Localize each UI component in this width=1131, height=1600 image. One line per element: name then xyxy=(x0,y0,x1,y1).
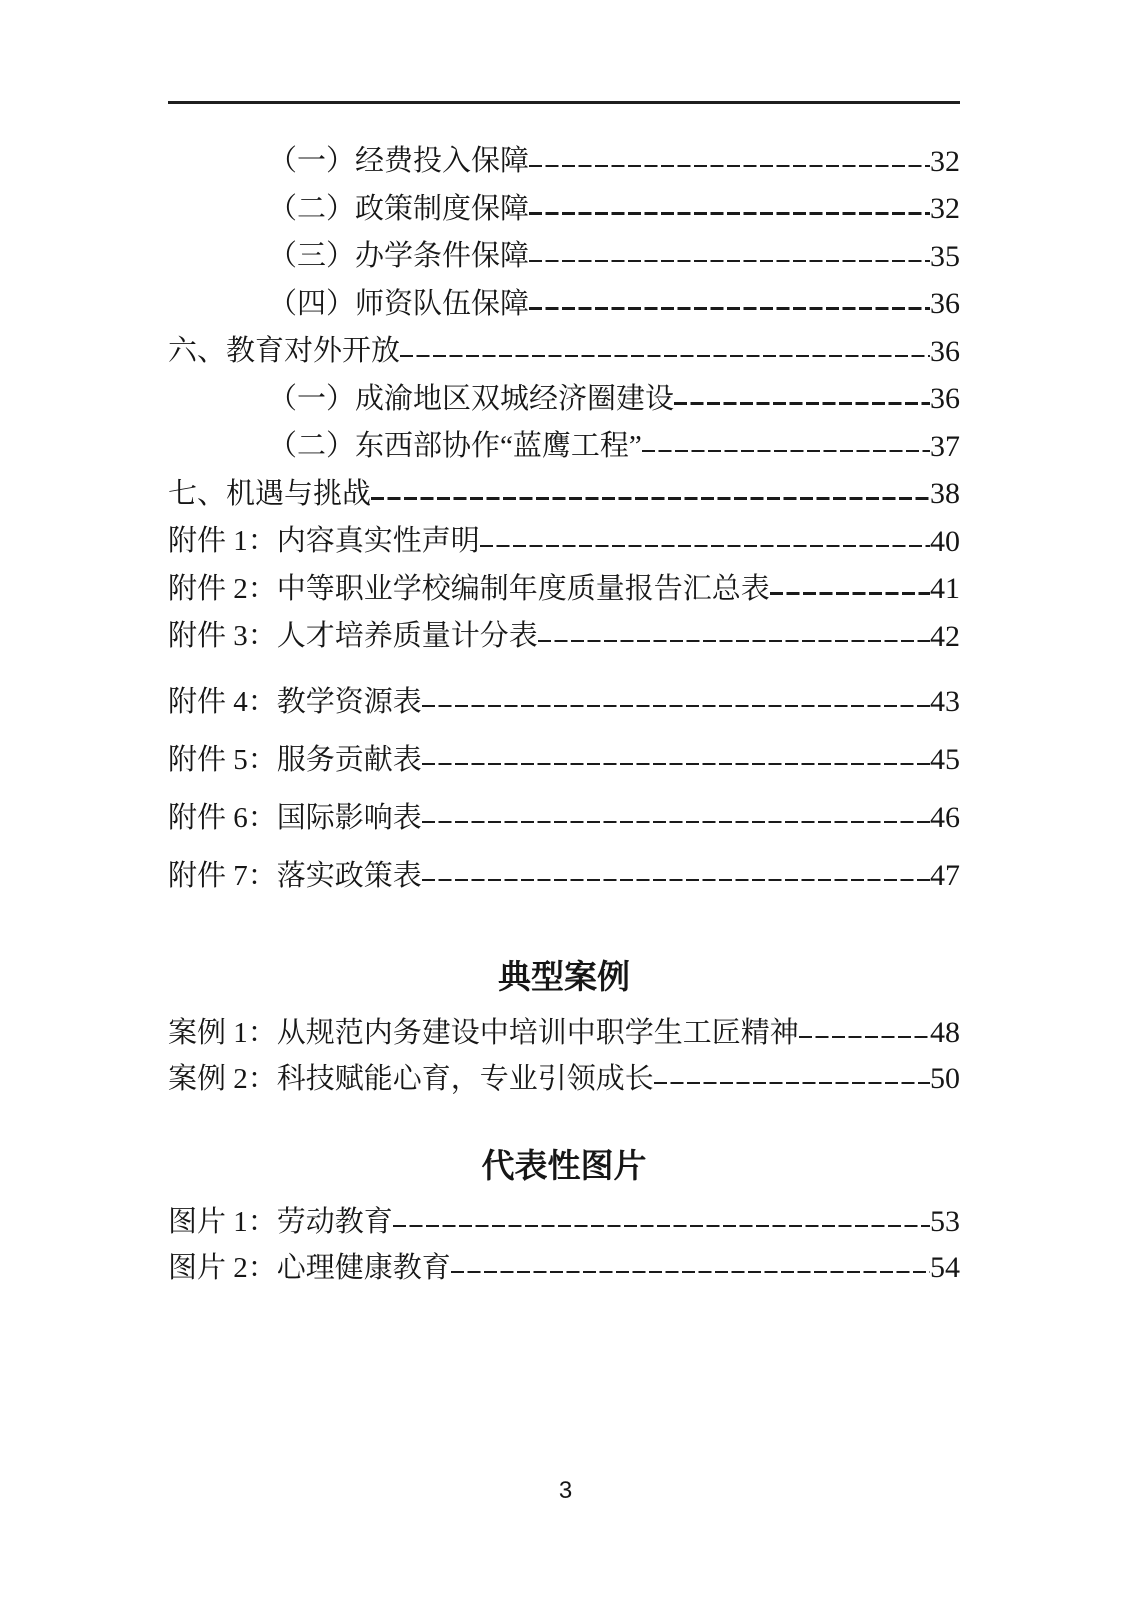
toc-entry-label: （三）办学条件保障 xyxy=(268,240,530,273)
toc-entry-label: 附件 5：服务贡献表 xyxy=(168,743,422,776)
toc-entry-label: （四）师资队伍保障 xyxy=(268,287,530,320)
toc-entry-page: 54 xyxy=(930,1251,960,1284)
toc-entry-page: 36 xyxy=(930,382,960,416)
toc-leader-dashes xyxy=(422,879,930,882)
toc-entry[interactable] xyxy=(168,518,960,566)
toc-entry[interactable] xyxy=(168,328,960,376)
header-rule xyxy=(168,101,960,104)
toc-entry-page: 38 xyxy=(930,477,960,511)
toc-leader-dashes xyxy=(400,355,930,358)
toc-entry[interactable] xyxy=(168,789,960,847)
page-footer xyxy=(0,1477,1131,1505)
toc-entry[interactable] xyxy=(168,1199,960,1245)
toc-entry[interactable] xyxy=(168,613,960,661)
toc-entry-label: 附件 4：教学资源表 xyxy=(168,685,422,718)
page-number: 3 xyxy=(558,1477,573,1504)
toc-entry-page: 36 xyxy=(930,287,960,321)
images-list xyxy=(168,1199,960,1291)
toc-entry[interactable] xyxy=(168,1056,960,1102)
toc-entry-page: 46 xyxy=(930,801,960,834)
toc-entry[interactable] xyxy=(168,847,960,905)
toc-entry[interactable] xyxy=(168,471,960,519)
toc-leader-dashes xyxy=(393,1225,930,1228)
toc-leader-dashes xyxy=(529,307,930,310)
toc-leader-dashes xyxy=(770,592,930,595)
toc-entry-label: 附件 7：落实政策表 xyxy=(168,859,422,892)
toc-entry[interactable] xyxy=(168,1245,960,1291)
toc-entry-label: 六、教育对外开放 xyxy=(168,335,401,368)
toc-entry-page: 35 xyxy=(930,239,960,273)
toc-entry-label: （一）成渝地区双城经济圈建设 xyxy=(268,382,675,415)
toc-list xyxy=(168,138,960,905)
toc-entry-label: （二）政策制度保障 xyxy=(268,192,530,225)
toc-leader-dashes xyxy=(529,212,930,215)
toc-entry[interactable] xyxy=(168,673,960,731)
toc-leader-dashes xyxy=(422,763,930,766)
toc-entry-label: 图片 2：心理健康教育 xyxy=(168,1251,451,1284)
toc-entry-page: 48 xyxy=(930,1016,960,1049)
toc-entry-page: 40 xyxy=(930,524,960,558)
toc-entry-label: 案例 1：从规范内务建设中培训中职学生工匠精神 xyxy=(168,1016,799,1049)
toc-entry-page: 50 xyxy=(930,1062,960,1095)
toc-leader-dashes xyxy=(799,1036,930,1039)
cases-section-heading: 典型案例 xyxy=(498,960,630,996)
toc-entry[interactable] xyxy=(168,233,960,281)
cases-list xyxy=(168,1010,960,1102)
toc-entry-page: 42 xyxy=(930,619,960,653)
toc-entry-label: 附件 1：内容真实性声明 xyxy=(168,525,480,558)
images-section-heading: 代表性图片 xyxy=(481,1149,647,1185)
toc-entry-label: 附件 3：人才培养质量计分表 xyxy=(168,620,538,653)
toc-leader-dashes xyxy=(371,497,930,500)
toc-entry[interactable] xyxy=(168,281,960,329)
toc-entry-label: （二）东西部协作“蓝鹰工程” xyxy=(268,430,642,463)
toc-entry[interactable] xyxy=(168,731,960,789)
toc-entry[interactable] xyxy=(168,1010,960,1056)
toc-leader-dashes xyxy=(538,640,930,643)
toc-entry-page: 47 xyxy=(930,859,960,892)
toc-leader-dashes xyxy=(422,705,930,708)
toc-entry-page: 37 xyxy=(930,429,960,463)
toc-leader-dashes xyxy=(654,1082,930,1085)
toc-entry-label: 附件 6：国际影响表 xyxy=(168,801,422,834)
toc-leader-dashes xyxy=(674,402,930,405)
toc-entry-label: （一）经费投入保障 xyxy=(268,145,530,178)
toc-leader-dashes xyxy=(480,545,930,548)
toc-entry-page: 32 xyxy=(930,192,960,226)
toc-entry-page: 32 xyxy=(930,144,960,178)
toc-entry-page: 43 xyxy=(930,685,960,718)
toc-entry[interactable] xyxy=(168,376,960,424)
toc-leader-dashes xyxy=(642,450,930,453)
toc-leader-dashes xyxy=(529,260,930,263)
toc-entry[interactable] xyxy=(168,186,960,234)
toc-leader-dashes xyxy=(529,165,930,168)
toc-entry-page: 36 xyxy=(930,334,960,368)
toc-content xyxy=(168,138,960,1291)
toc-entry-label: 七、机遇与挑战 xyxy=(168,477,372,510)
toc-entry-page: 53 xyxy=(930,1205,960,1238)
toc-entry-label: 图片 1：劳动教育 xyxy=(168,1205,393,1238)
toc-leader-dashes xyxy=(451,1271,930,1274)
toc-entry[interactable] xyxy=(168,566,960,614)
toc-entry[interactable] xyxy=(168,423,960,471)
toc-entry-page: 41 xyxy=(930,572,960,606)
toc-entry-label: 附件 2：中等职业学校编制年度质量报告汇总表 xyxy=(168,572,770,605)
toc-entry-page: 45 xyxy=(930,743,960,776)
toc-leader-dashes xyxy=(422,821,930,824)
toc-entry-label: 案例 2：科技赋能心育，专业引领成长 xyxy=(168,1062,654,1095)
toc-entry[interactable] xyxy=(168,138,960,186)
